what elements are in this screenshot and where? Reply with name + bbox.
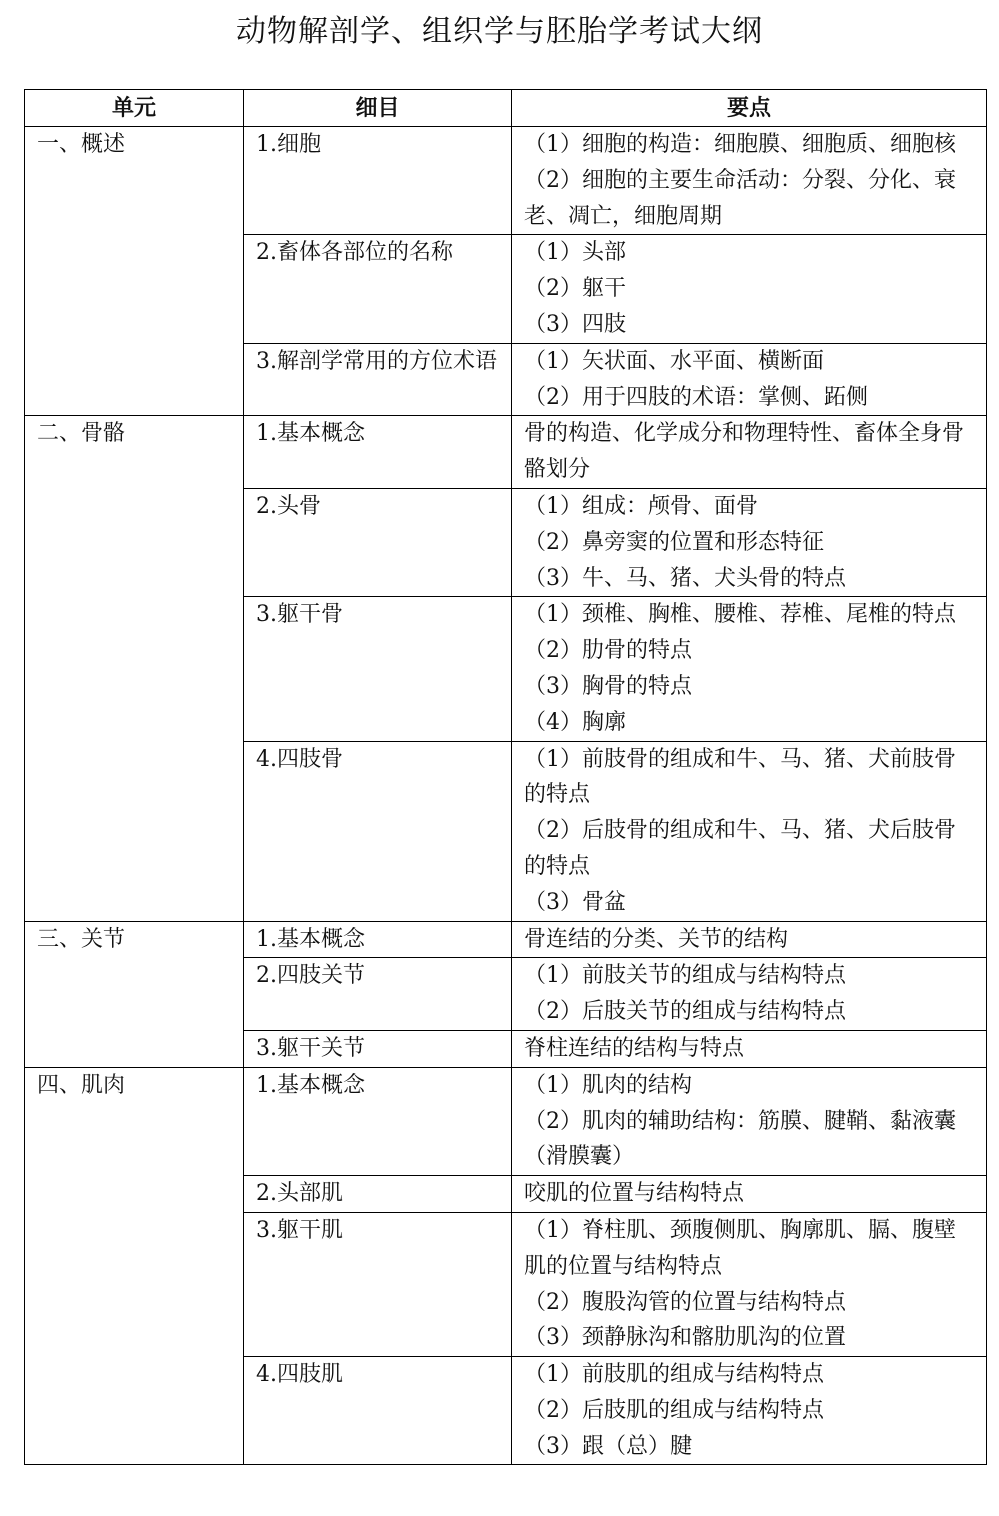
point-text: （1）前肢肌的组成与结构特点 (524, 1362, 824, 1388)
unit-cell: 三、关节 (25, 921, 244, 1067)
point-text: （2）肋骨的特点 (524, 638, 692, 664)
point-text: （3）跟（总）腱 (524, 1433, 692, 1459)
point-text: （2）后肢关节的组成与结构特点 (524, 999, 846, 1025)
item-cell: 1.基本概念 (244, 921, 512, 958)
point-text: （1）矢状面、水平面、横断面 (524, 348, 824, 374)
exam-outline-table (24, 89, 987, 1465)
item-cell: 3.躯干骨 (244, 597, 512, 741)
item-cell: 1.基本概念 (244, 416, 512, 489)
item-cell: 2.畜体各部位的名称 (244, 235, 512, 343)
item-cell: 2.四肢关节 (244, 958, 512, 1031)
header-item: 细目 (244, 90, 512, 127)
point-text: （2）后肢肌的组成与结构特点 (524, 1397, 824, 1423)
point-text: （2）躯干 (524, 276, 626, 302)
point-text: （3）胸骨的特点 (524, 673, 692, 699)
points-cell (512, 343, 987, 416)
points-cell (512, 1357, 987, 1465)
item-cell: 3.解剖学常用的方位术语 (244, 343, 512, 416)
point-text: （2）用于四肢的术语：掌侧、跖侧 (524, 384, 868, 410)
point-text: 骨的构造、化学成分和物理特性、畜体全身骨骼划分 (524, 421, 965, 483)
point-text: （3）牛、马、猪、犬头骨的特点 (524, 565, 846, 591)
points-cell (512, 1212, 987, 1356)
point-text: （2）后肢骨的组成和牛、马、猪、犬后肢骨的特点 (524, 818, 956, 879)
points-cell (512, 1176, 987, 1213)
points-cell (512, 416, 987, 489)
point-text: （1）脊柱肌、颈腹侧肌、胸廓肌、膈、腹壁肌的位置与结构特点 (524, 1217, 956, 1279)
item-cell: 4.四肢肌 (244, 1357, 512, 1465)
points-cell (512, 921, 987, 958)
points-cell (512, 235, 987, 343)
table-row (25, 921, 987, 958)
point-text: 骨连结的分类、关节的结构 (524, 926, 789, 952)
points-cell (512, 597, 987, 741)
item-cell: 2.头骨 (244, 488, 512, 596)
point-text: （1）头部 (524, 240, 626, 266)
point-text: （3）骨盆 (524, 889, 626, 915)
table-row (25, 127, 987, 235)
item-cell: 4.四肢骨 (244, 741, 512, 921)
point-text: （1）前肢骨的组成和牛、马、猪、犬前肢骨的特点 (524, 746, 956, 808)
unit-cell: 一、概述 (25, 127, 244, 416)
point-text: （1）细胞的构造：细胞膜、细胞质、细胞核 (524, 132, 956, 157)
point-text: 脊柱连结的结构与特点 (524, 1035, 745, 1061)
point-text: （1）组成：颅骨、面骨 (524, 493, 758, 519)
item-cell: 3.躯干肌 (244, 1212, 512, 1356)
table-row (25, 1067, 987, 1175)
table-header-row (25, 90, 987, 127)
point-text: （2）鼻旁窦的位置和形态特征 (524, 529, 824, 555)
points-cell (512, 488, 987, 596)
item-cell: 1.细胞 (244, 127, 512, 235)
points-cell (512, 1067, 987, 1175)
item-cell: 1.基本概念 (244, 1067, 512, 1175)
point-text: （2）腹股沟管的位置与结构特点 (524, 1289, 846, 1315)
points-cell (512, 127, 987, 235)
point-text: 咬肌的位置与结构特点 (524, 1181, 745, 1207)
point-text: （1）肌肉的结构 (524, 1072, 692, 1098)
point-text: （1）颈椎、胸椎、腰椎、荐椎、尾椎的特点 (524, 602, 956, 628)
unit-cell: 二、骨骼 (25, 416, 244, 921)
header-unit: 单元 (25, 90, 244, 127)
points-cell (512, 1030, 987, 1067)
point-text: （3）四肢 (524, 311, 626, 337)
point-text: （3）颈静脉沟和髂肋肌沟的位置 (524, 1325, 846, 1351)
unit-cell: 四、肌肉 (25, 1067, 244, 1465)
table-row (25, 416, 987, 489)
header-points: 要点 (512, 90, 987, 127)
point-text: （2）细胞的主要生命活动：分裂、分化、衰老、凋亡，细胞周期 (524, 167, 956, 229)
point-text: （2）肌肉的辅助结构：筋膜、腱鞘、黏液囊（滑膜囊） (524, 1108, 956, 1170)
item-cell: 2.头部肌 (244, 1176, 512, 1213)
points-cell (512, 741, 987, 921)
item-cell: 3.躯干关节 (244, 1030, 512, 1067)
point-text: （4）胸廓 (524, 709, 626, 735)
point-text: （1）前肢关节的组成与结构特点 (524, 963, 846, 989)
points-cell (512, 958, 987, 1031)
document-title: 动物解剖学、组织学与胚胎学考试大纲 (236, 14, 763, 49)
